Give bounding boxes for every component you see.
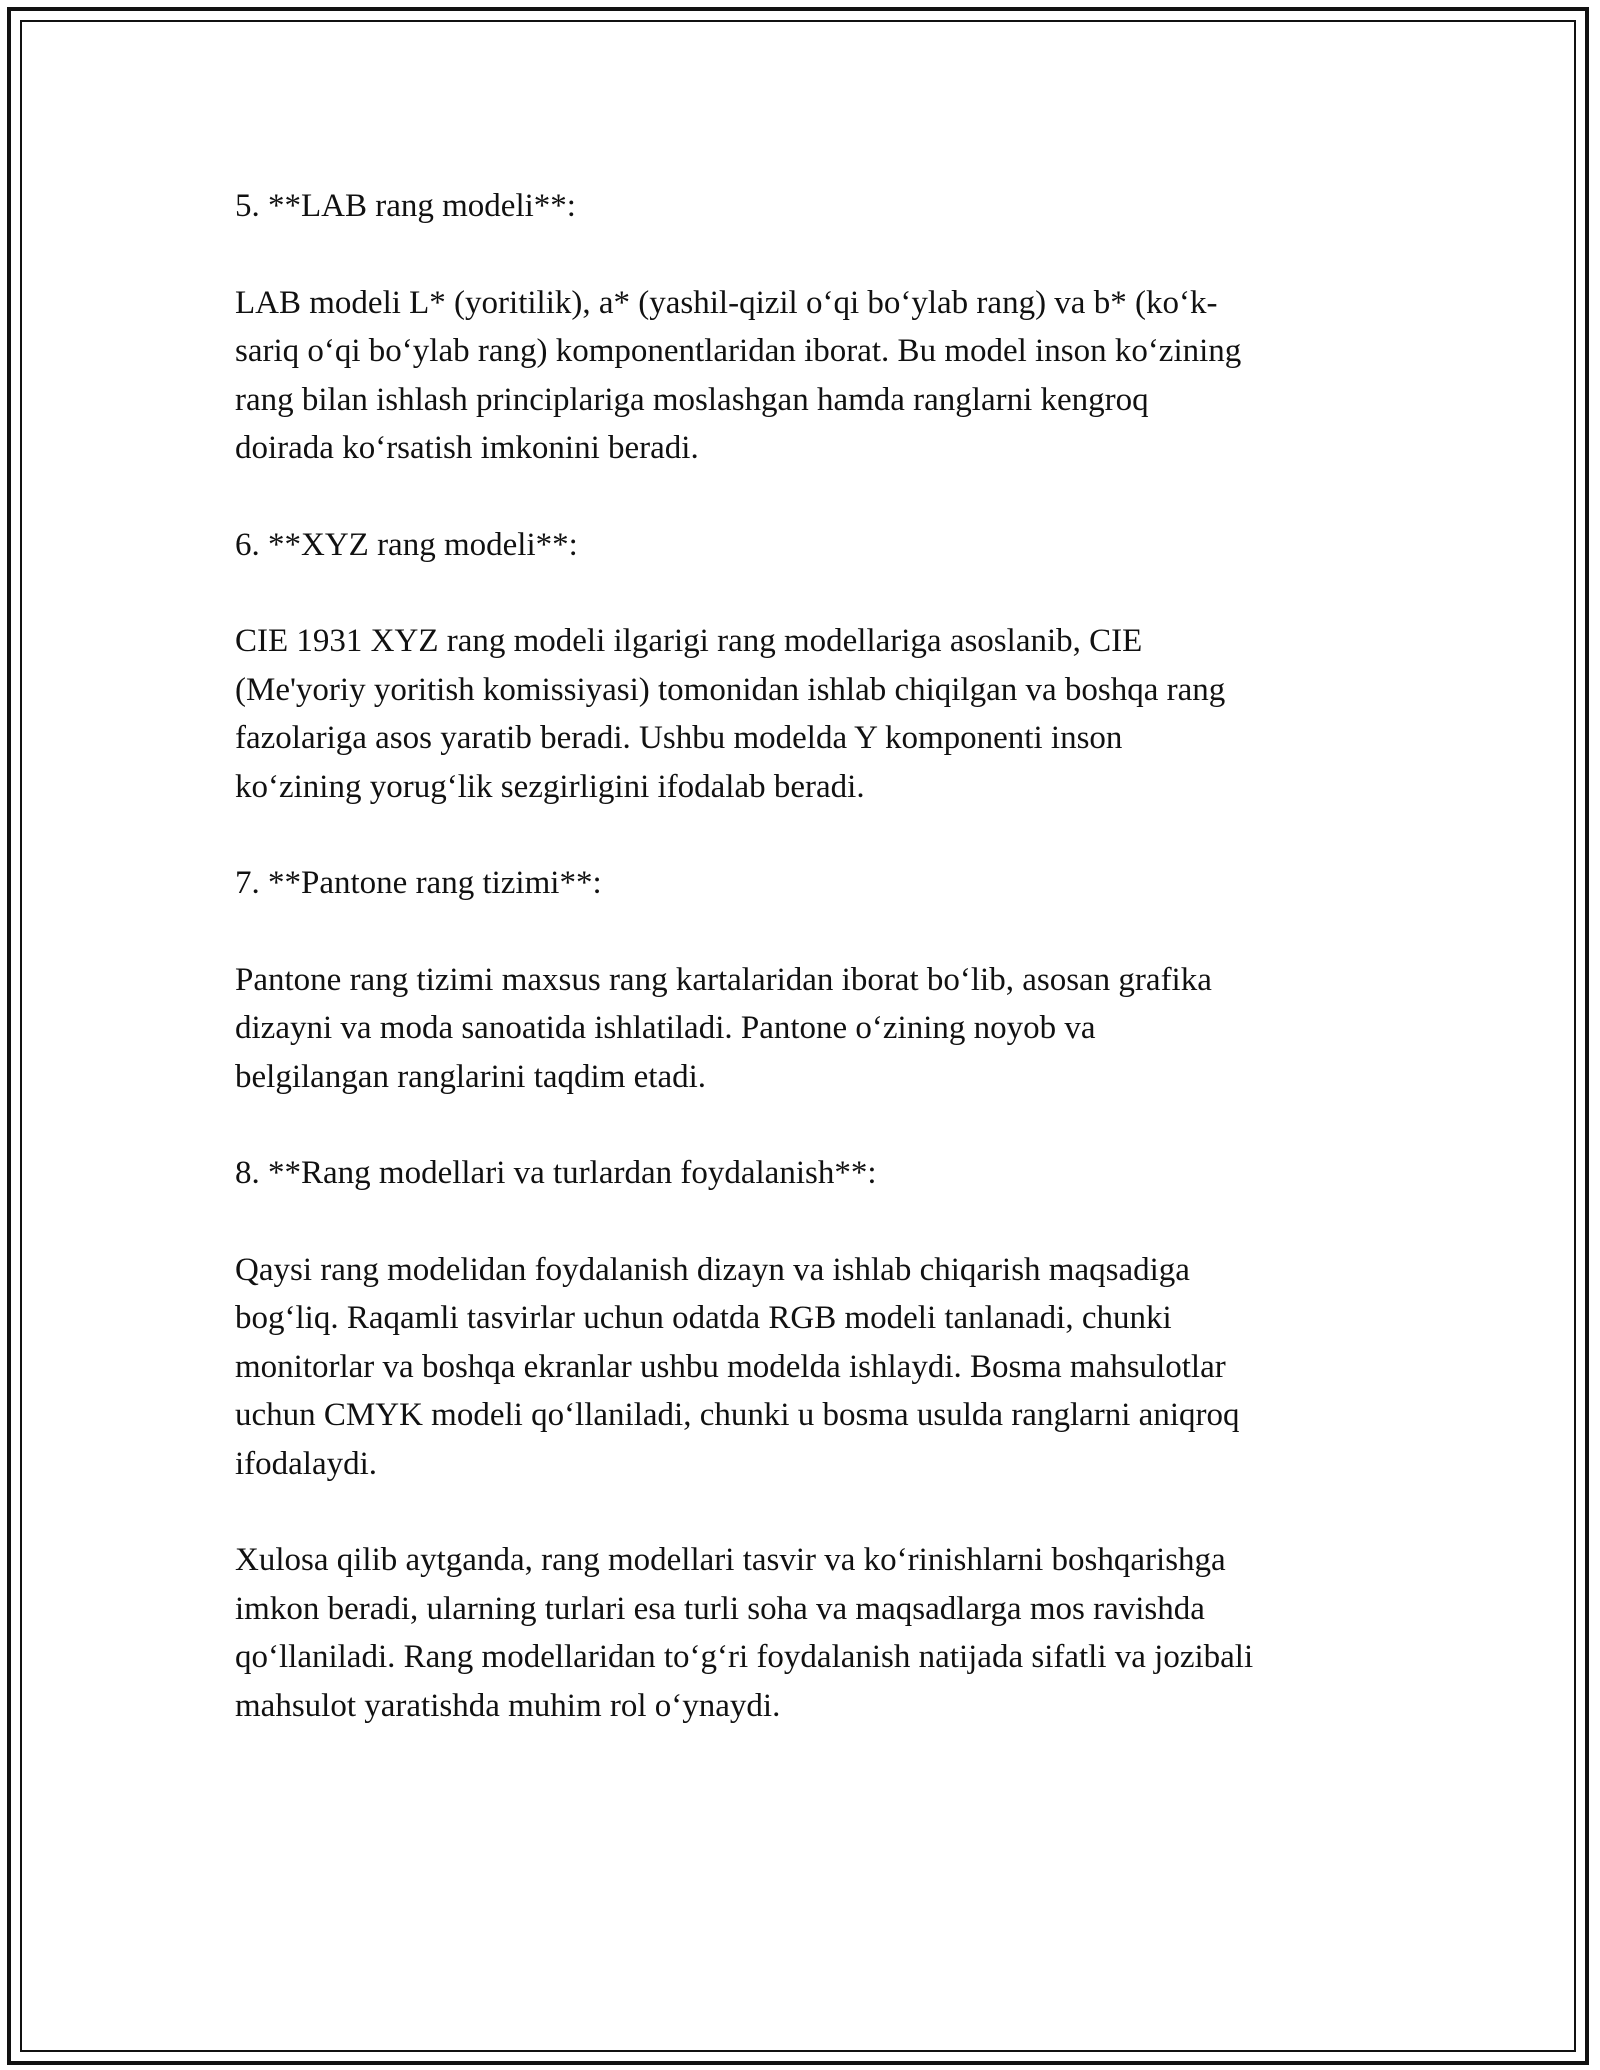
paragraph-line: Pantone rang tizimi maxsus rang kartalaridan iborat bo‘lib, asosan grafika [235, 961, 1212, 998]
paragraph-line: LAB modeli L* (yoritilik), a* (yashil-qizil o‘qi bo‘ylab rang) va b* (ko‘k- [235, 284, 1218, 321]
section-xyz [235, 521, 1375, 812]
section-paragraph [235, 617, 1375, 811]
paragraph-line: imkon beradi, ularning turlari esa turli soha va maqsadlarga mos ravishda [235, 1590, 1205, 1627]
section-usage [235, 1149, 1375, 1488]
paragraph-line: mahsulot yaratishda muhim rol o‘ynaydi. [235, 1687, 781, 1724]
paragraph-line: bog‘liq. Raqamli tasvirlar uchun odatda RGB modeli tanlanadi, chunki [235, 1300, 1172, 1336]
conclusion-paragraph [235, 1536, 1375, 1730]
paragraph-line: dizayni va moda sanoatida ishlatiladi. Pantone o‘zining noyob va [235, 1010, 1096, 1046]
paragraph-line: sariq o‘qi bo‘ylab rang) komponentlaridan iborat. Bu model inson ko‘zining [235, 333, 1242, 369]
document-body [235, 182, 1375, 1778]
paragraph-line: Xulosa qilib aytganda, rang modellari tasvir va ko‘rinishlarni boshqarishga [235, 1542, 1226, 1578]
paragraph-line: Qaysi rang modelidan foydalanish dizayn va ishlab chiqarish maqsadiga [235, 1251, 1190, 1288]
section-heading: 5. **LAB rang modeli**: [235, 188, 576, 224]
paragraph-line: rang bilan ishlash principlariga moslashgan hamda ranglarni kengroq [235, 381, 1149, 418]
paragraph-line: CIE 1931 XYZ rang modeli ilgarigi rang modellariga asoslanib, CIE [235, 623, 1143, 659]
section-pantone [235, 859, 1375, 1101]
paragraph-line: ko‘zining yorug‘lik sezgirligini ifodalab beradi. [235, 768, 865, 805]
section-lab [235, 182, 1375, 473]
section-paragraph [235, 279, 1375, 473]
paragraph-line: qo‘llaniladi. Rang modellaridan to‘g‘ri foydalanish natijada sifatli va jozibali [235, 1639, 1254, 1675]
paragraph-line: (Me'yoriy yoritish komissiyasi) tomonidan ishlab chiqilgan va boshqa rang [235, 671, 1226, 708]
section-paragraph [235, 956, 1375, 1102]
paragraph-line: belgilangan ranglarini taqdim etadi. [235, 1058, 707, 1095]
section-heading: 7. **Pantone rang tizimi**: [235, 865, 602, 901]
paragraph-line: fazolariga asos yaratib beradi. Ushbu modelda Y komponenti inson [235, 720, 1123, 756]
section-heading: 6. **XYZ rang modeli**: [235, 526, 578, 563]
paragraph-line: ifodalaydi. [235, 1445, 378, 1482]
paragraph-line: uchun CMYK modeli qo‘llaniladi, chunki u bosma usulda ranglarni aniqroq [235, 1397, 1240, 1433]
paragraph-line: monitorlar va boshqa ekranlar ushbu modelda ishlaydi. Bosma mahsulotlar [235, 1348, 1226, 1385]
section-paragraph [235, 1246, 1375, 1489]
paragraph-line: doirada ko‘rsatish imkonini beradi. [235, 430, 699, 466]
section-heading: 8. **Rang modellari va turlardan foydalanish**: [235, 1155, 877, 1191]
